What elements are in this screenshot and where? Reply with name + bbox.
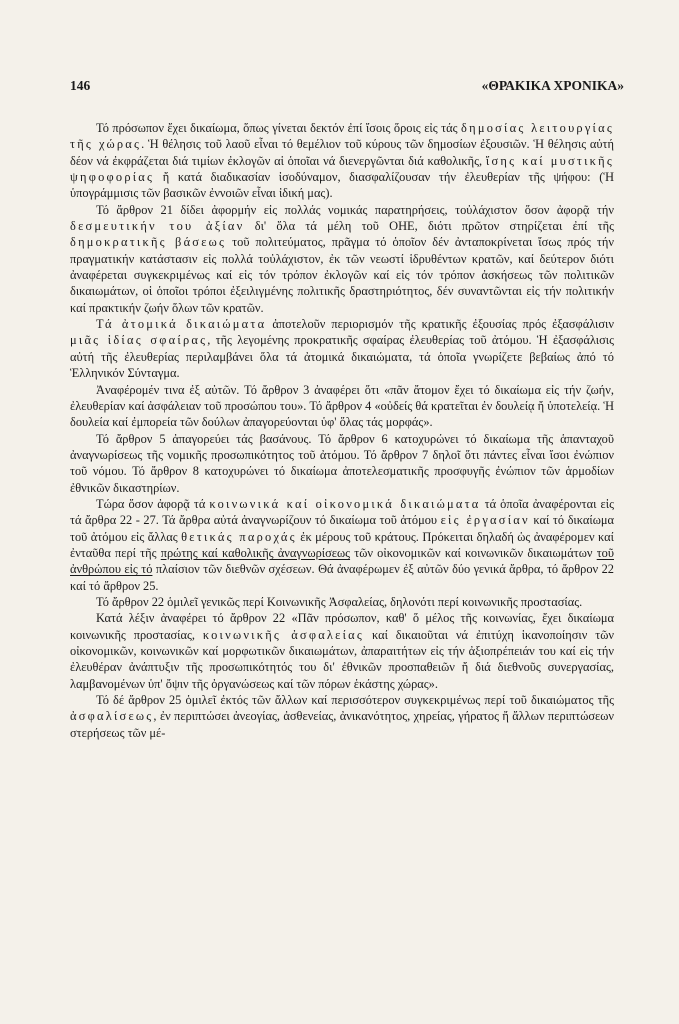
text-run: Τό ἄρθρον 5 ἀπαγορεύει τάς βασάνους. Τό ἄρθρον 6 κατοχυρώνει τό δικαίωμα τῆς ἁπανταχοῦ ἀναγνωρίσεως τῆς νομικῆς προσωπικότητος τοῦ ἀτόμου. Τό ἄρθρον 7 δηλοῖ ὅτι πάντες εἶναι ἴσοι ἐνώπιον τοῦ νόμου. Τό ἄρθρον 8 κατοχυρώνει τό δικαίωμα ἀποτελεσματικῆς προσφυγῆς ἐνώπιον τῶν ἁρμοδίων ἐθνικῶν δικαστηρίων. <box>70 431 614 495</box>
text-run: Τό ἄρθρον 22 ὁμιλεῖ γενικῶς περί Κοινωνικῆς Ἀσφαλείας, δηλονότι περί κοινωνικῆς προστασίας. <box>96 594 583 609</box>
paragraph-7 <box>70 594 614 610</box>
spaced-emphasis: μιᾶς ἰδίας σφαίρας <box>70 333 208 348</box>
text-run: Ἀναφέρομέν τινα ἐξ αὐτῶν. Τό ἄρθρον 3 ἀναφέρει ὅτι «πᾶν ἄτομον ἔχει τό δικαίωμα εἰς τήν ζωήν, ἐλευθερίαν καί ἀσφάλειαν τοῦ προσώπου του». Τό ἄρθρον 4 «οὐδείς θά κρατεῖται ἐν δουλείᾳ ἤ ὑποτελείᾳ. Ἡ δουλεία καί ἐμπορεία τῶν δούλων ἀπαγορεύονται ὑφ' ὅλας τάς μορφάς». <box>70 382 614 430</box>
text-run: τοῦ πολιτεύματος, πρᾶγμα τό ὁποῖον δέν ἀνταποκρίνεται ἴσως πρός τήν πραγματικήν κατάστασιν εἰς πολλά τοὐλάχιστον, ἐκ τῶν νεωστί ἱδρυθέντων κρατῶν, καί δεύτερον διότι ἀναφέρεται συγκεκριμένως καί εἰς τόν τρόπον ἐκλογῶν καί εἰς τόν τρόπον ἀσκήσεως τῶν πολιτικῶν δικαιωμάτων, οἱ ὁποῖοι τρόποι ἐξειλιγμένης πολιτικῆς δραστηριότητος, δέν συναντῶνται εἰς τήν πολιτικήν καί πρακτικήν ζωήν ὅλων τῶν κρατῶν. <box>70 235 614 315</box>
running-title: «ΘΡΑΚΙΚΑ ΧΡΟΝΙΚΑ» <box>481 78 624 93</box>
text-run: τῶν οἰκονομικῶν καί κοινωνικῶν δικαιωμάτων <box>350 545 597 560</box>
text-run: . Ἡ θέλησις τοῦ λαοῦ εἶναι τό θεμέλιον τοῦ κύρους τῶν δημοσίων ἐξουσιῶν. Ἡ θέλησις αὐτή δέον νά ἐκφράζεται διά τιμίων ἐκλογῶν αἱ ὁποῖαι νά διενεργῶνται διά καθολικῆς, <box>70 137 614 168</box>
text-run: Τό πρόσωπον ἔχει δικαίωμα, ὅπως γίνεται δεκτόν ἐπί ἴσοις ὅροις εἰς τάς <box>96 121 462 135</box>
spaced-emphasis: κοινωνικῆς ἀσφαλείας <box>202 627 365 642</box>
underlined-phrase: τοῦ ἀνθρώπου εἰς τό <box>70 545 614 577</box>
spaced-emphasis: δημοσίας λειτουργίας τῆς χώρας <box>70 121 614 152</box>
spaced-emphasis: δεσμευτικήν του ἀξίαν <box>70 219 245 234</box>
spaced-emphasis: Τά ἀτομικά δικαιώματα <box>96 317 267 332</box>
text-run: δι' ὅλα τά μέλη τοῦ ΟΗΕ, διότι πρῶτον στηρίζεται ἐπί τῆς <box>244 219 614 234</box>
paragraph-6 <box>70 496 614 594</box>
spaced-emphasis: δημοκρατικῆς βάσεως <box>70 235 227 250</box>
spaced-emphasis: θετικάς παροχάς <box>181 529 297 544</box>
paragraph-2 <box>70 202 614 316</box>
spaced-emphasis: ἴσης καί μυστικῆς ψηφοφορίας <box>70 153 615 185</box>
text-run: , τῆς λεγομένης προκρατικῆς σφαίρας ἐλευθερίας τοῦ ἀτόμου. Ἡ ἐξασφάλισις αὐτή τῆς ἐλευθερίας περιλαμβάνει ὅλα τά ἀτομικά δικαιώματα, τά ὁποῖα γνωρίζετε βεβαίως ἀπό τό Ἑλληνικόν Σύνταγμα. <box>70 333 615 381</box>
text-run: Τώρα ὅσον ἀφορᾷ τά <box>96 496 210 511</box>
page-header <box>70 78 624 94</box>
text-run: , ἐν περιπτώσει ἀνεογίας, ἀσθενείας, ἀνικανότητος, χηρείας, γήρατος ἤ ἄλλων περιπτώσεων στερήσεως τῶν μέ- <box>70 709 614 740</box>
spaced-emphasis: κοινωνικά καί οἰκονομικά δικαιώματα <box>209 496 481 511</box>
text-run: ἐκ μέρους τοῦ κράτους. Πρόκειται δηλαδή ὡς ἀναφέρομεν καί ἐνταῦθα περί τῆς <box>70 529 614 560</box>
text-run: πλαίσιον τῶν διεθνῶν σχέσεων. Θά ἀναφέρωμεν ἐξ αὐτῶν δύο γενικά ἄρθρα, τό ἄρθρον 22 καί τό ἄρθρον 25. <box>70 562 614 593</box>
paragraph-8 <box>70 610 614 692</box>
underlined-phrase: πρώτης καί καθολικῆς ἀναγνωρίσεως <box>160 545 351 560</box>
paragraph-3 <box>70 316 614 381</box>
paragraph-4 <box>70 382 614 431</box>
paragraph-1 <box>70 120 614 202</box>
text-run: Κατά λέξιν ἀναφέρει τό ἄρθρον 22 «Πᾶν πρόσωπον, καθ' ὅ μέλος τῆς κοινωνίας, ἔχει δικαίωμα κοινωνικῆς προστασίας, <box>70 611 614 642</box>
page-number: 146 <box>70 78 91 93</box>
text-run: καί τό δικαίωμα τοῦ ἀτόμου εἰς ἄλλας <box>70 513 614 544</box>
paragraph-9 <box>70 692 614 741</box>
text-run: ἀποτελοῦν περιορισμόν τῆς κρατικῆς ἐξουσίας πρός ἐξασφάλισιν <box>266 317 614 332</box>
spaced-emphasis: ἀσφαλίσεως <box>70 709 154 724</box>
text-run: ἤ κατά διαδικασίαν ἰσοδύναμον, διασφαλίζουσαν τήν ἐλευθερίαν τῆς ψήφου: (Ἡ ὑπογράμμισις τῶν βασικῶν ἐννοιῶν εἶναι ἰδική μας). <box>70 170 614 201</box>
text-run: Τό δέ ἄρθρον 25 ὁμιλεῖ ἐκτός τῶν ἄλλων καί περισσότερον συγκεκριμένως περί τοῦ δικαιώματος τῆς <box>96 693 614 708</box>
text-run: Τό ἄρθρον 21 δίδει ἀφορμήν εἰς πολλάς νομικάς παρατηρήσεις, τοὐλάχιστον ὅσον ἀφορᾷ τήν <box>96 202 614 217</box>
body-text <box>70 120 614 741</box>
paragraph-5 <box>70 431 614 496</box>
spaced-emphasis: εἰς ἐργασίαν <box>440 513 530 528</box>
text-run: καί δικαιοῦται νά ἐπιτύχη ἱκανοποίησιν τῶν οἰκονομικῶν, κοινωνικῶν καί μορφωτικῶν δικαιωμάτων, ἀπαραιτήτων εἰς τήν ἀξιοπρέπειάν του καί εἰς τήν ἐλευθέραν ἀνάπτυξιν τῆς προσωπικότητός του δι' ἐθνικῶν προσπαθειῶν ἤ διά διεθνοῦς συνεργασίας, λαμβανομένων ὑπ' ὄψιν τῆς ὀργανώσεως καί τῶν πόρων ἑκάστης χώρας». <box>70 627 614 691</box>
text-run: τά ὁποῖα ἀναφέρονται εἰς τά ἄρθρα 22 - 27. Τά ἄρθρα αὐτά ἀναγνωρίζουν τό δικαίωμα τοῦ ἀτόμου <box>70 496 614 528</box>
